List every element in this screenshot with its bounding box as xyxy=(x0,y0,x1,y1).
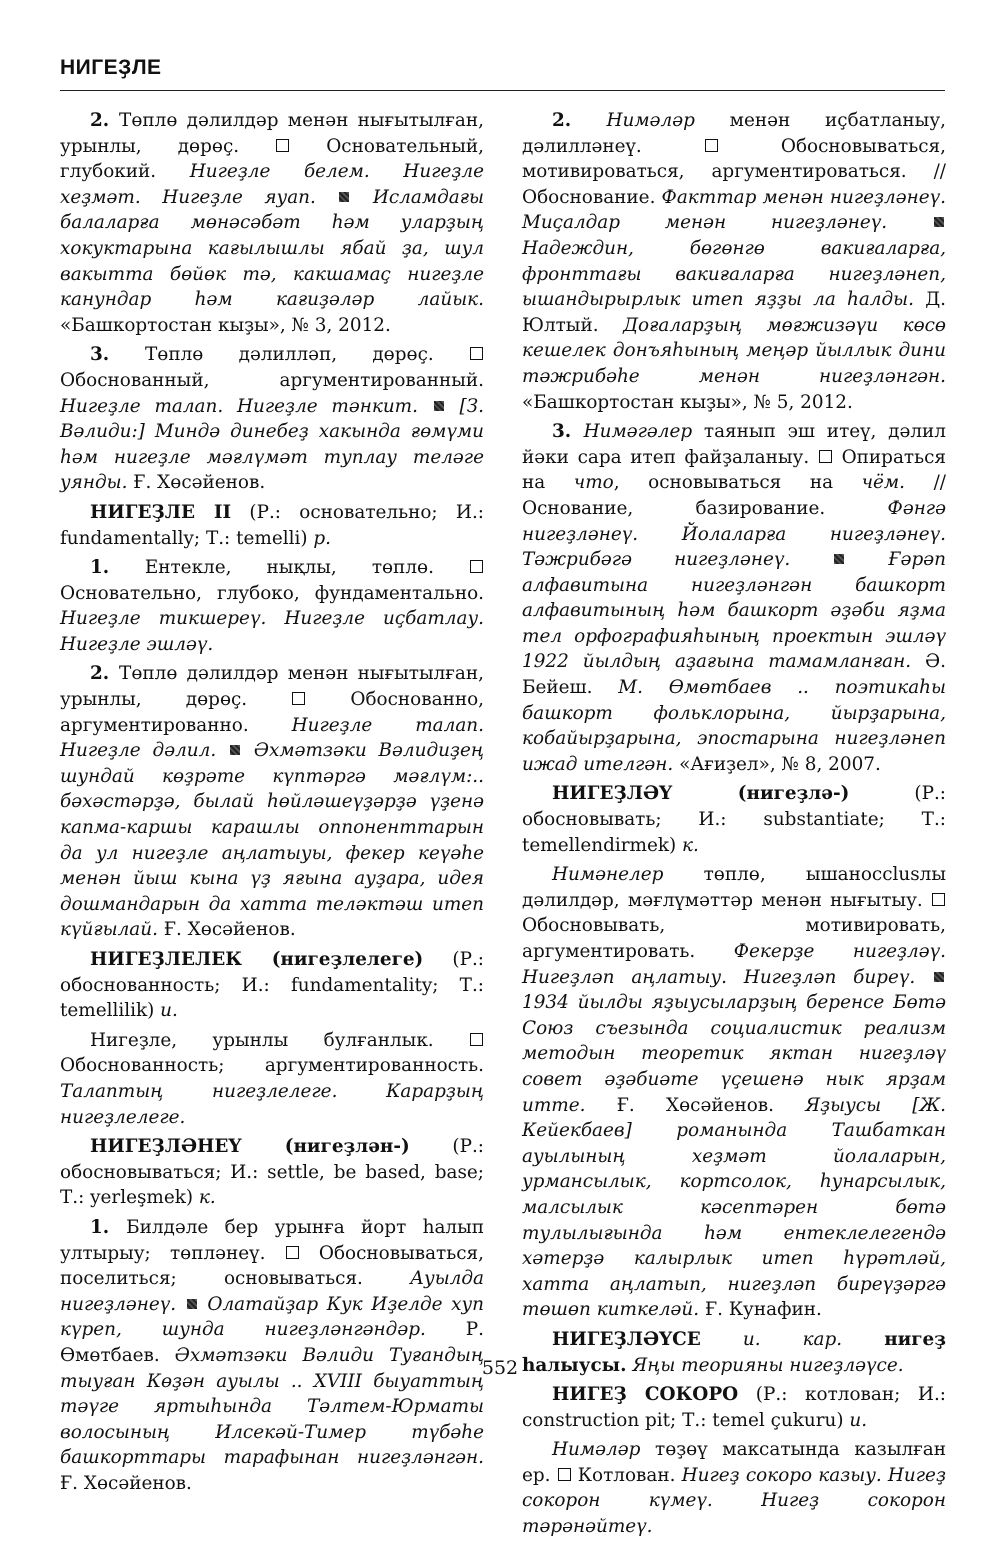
entry-text: Обоснованный, аргументированный. xyxy=(60,369,484,391)
entry-text xyxy=(216,740,228,761)
example-square-icon xyxy=(434,401,444,411)
headword: НИГЕҘЛӘНЕҮ (нигеҙлән-) xyxy=(90,1136,410,1158)
sense-number: 1. xyxy=(90,1216,127,1238)
entry-text: (Р.: обосновываться; И.: settle, be based, base; Т.: yerleşmek) xyxy=(60,1136,484,1209)
translation-box-icon xyxy=(470,347,483,360)
italic-text: Надеждин, бөгөнгө вакиғаларға, фронттағы вакиғаларға нигеҙләнеп, ышандырырлык итеп яҙҙы ла һалды. xyxy=(522,237,946,311)
dictionary-entry-paragraph xyxy=(60,947,484,1024)
example-square-icon xyxy=(187,1299,197,1309)
italic-text: Исламдағы балаларға мөнәсәбәт һәм уларҙың хокуктарына кағылышлы ябай ҙа, шул вакытта бөйөк тә, какшамаҫ нигеҙле канундар һәм кағиҙәләр лайык. xyxy=(60,186,484,311)
entry-text: Котлован. xyxy=(571,1464,682,1486)
dictionary-entry-paragraph xyxy=(60,500,484,551)
entry-text: төплө, ышанocclusлы дәлилдәр, мәғлүмәттәр менән нығытыу. xyxy=(522,864,946,911)
italic-text: Фекерҙе нигеҙләү. Нигеҙләп аңлатыу. Нигеҙләп биреү. xyxy=(522,941,946,988)
example-square-icon xyxy=(934,217,944,227)
header-rule xyxy=(60,90,945,91)
italic-text: р. xyxy=(313,527,331,549)
entry-text xyxy=(790,549,832,570)
translation-box-icon xyxy=(292,692,305,705)
italic-text: Әхмәтзәки Вәлидиҙең шундай көҙрәте күптәргә мәғлүм:.. бәхәстәрҙә, былай һөйләшеүҙәрҙә үҙенә капма-каршы карашлы оппоненттарын да ул нигеҙле аңлатыуы, фекер кеүәһе менән йыш кына үҙ яғына ауҙара, идея дошмандарын да хатта теләктәш итеп күйғылай. xyxy=(60,740,484,941)
italic-text: Нимәләр xyxy=(606,110,695,131)
header-title: НИГЕҘЛЕ xyxy=(60,56,162,79)
dictionary-entry-paragraph xyxy=(522,1437,946,1539)
dictionary-entry-paragraph xyxy=(522,781,946,858)
dictionary-entry-paragraph xyxy=(60,342,484,496)
italic-text: 1934 йылды яҙыусыларҙың беренсе Бөтә Союз съезында социалистик реализм методын теоретик яктан нигеҙләү совет әҙәбиәте үҫешенә нык ярҙам итте. xyxy=(522,992,946,1116)
italic-text: Фәнгә нигеҙләнеү. Йолаларға нигеҙләнеү. Тәжрибәгә нигеҙләнеү. xyxy=(522,497,946,571)
entry-text: Опираться на xyxy=(522,446,946,494)
italic-text: Нигеҙле белем. Нигеҙле хеҙмәт. Нигеҙле яуап. xyxy=(60,161,484,208)
headword: НИГЕҘ СОКОРО xyxy=(552,1384,739,1406)
entry-text: Төплө дәлилләп, дөрөҫ. xyxy=(145,344,469,366)
italic-text: к. xyxy=(198,1187,216,1209)
italic-text: к. xyxy=(682,834,699,856)
example-square-icon xyxy=(834,554,844,564)
dictionary-entry-paragraph xyxy=(60,1028,484,1130)
entry-text: Обоснованно, аргументированно. xyxy=(60,689,484,736)
right-column xyxy=(522,108,946,1544)
entry-text: Ә. Бейеш. xyxy=(522,651,946,699)
translation-box-icon xyxy=(819,450,832,463)
dictionary-entry-paragraph xyxy=(522,1382,946,1433)
italic-text: Нимәнелер xyxy=(552,864,664,886)
entry-text xyxy=(887,212,932,233)
sense-number: 3. xyxy=(90,344,146,366)
entry-text: Ентекле, нықлы, төплө. xyxy=(144,557,469,579)
italic-text: что xyxy=(573,472,614,494)
entry-text: төҙөү максатында казылған ер. xyxy=(522,1439,946,1486)
entry-text: Ғ. Хөсәйенов. xyxy=(157,919,296,941)
dictionary-entry-paragraph xyxy=(522,108,946,415)
italic-text: [З. Вәлиди:] Миндә динебеҙ хакында ғөмүми һәм нигеҙле мәғлүмәт туплау теләге уянды. xyxy=(60,395,484,494)
entry-text: Ғ. Хөсәйенов. xyxy=(585,1094,806,1116)
sense-number: 2. xyxy=(90,110,120,131)
entry-text xyxy=(418,396,432,417)
entry-text: «Башкортостан кыҙы», № 3, 2012. xyxy=(60,314,391,336)
headword: НИГЕҘЛӘҮ (нигеҙлә-) xyxy=(552,783,850,805)
italic-text: Олатайҙар Кук Иҙелде хуп күреп, шунда нигеҙләнгәндәр. xyxy=(60,1293,484,1341)
italic-text: Ғәрәп алфавитына нигеҙләнгән башкорт алфавитының һәм башкорт әҙәби яҙма тел орфографияһының проектын эшләү 1922 йылдың аҙағына тамамланған. xyxy=(522,549,946,673)
dictionary-entry-paragraph xyxy=(522,862,946,1323)
dictionary-entry-paragraph xyxy=(60,661,484,943)
italic-text: Нимәгәлер xyxy=(583,421,693,443)
entry-text: (Р.: котлован; И.: construction pit; Т.: temel çukuru) xyxy=(522,1384,946,1431)
left-column xyxy=(60,108,484,1500)
entry-text: «Башкортостан кыҙы», № 5, 2012. xyxy=(522,391,853,413)
entry-text: Билдәле бер урынға йорт һалып ултырыу; төпләнеү. xyxy=(60,1216,484,1264)
entry-text xyxy=(915,967,932,988)
sense-number: 2. xyxy=(90,663,120,685)
entry-text xyxy=(701,1329,743,1350)
italic-text: Нигеҙле талап. Нигеҙле дәлил. xyxy=(60,714,484,762)
italic-text: М. Өмөтбаев .. поэтикаһы башкорт фольклорына, йырҙарына, кобайырҙарына, эпостарына нигеҙләнеп ижад ителгән. xyxy=(522,677,946,775)
translation-box-icon xyxy=(470,560,483,573)
entry-text: Обоснованность; аргументированность. xyxy=(60,1055,484,1077)
italic-text: Яҙыусы [Ж. Кейекбаев] романында Ташбаткан ауылының хеҙмәт йолаларын, урмансылык, кортсолок, һунарсылык, малсылык кәсептәрен бөтә тулылығында һәм ентеклелегендә хәтерҙә калырлык итеп һүрәтләй, хатта аңлатып, нигеҙләп биреүҙәргә төшөп киткеләй. xyxy=(522,1094,946,1321)
italic-text: Яңы теорияны нигеҙләүсе. xyxy=(632,1354,904,1376)
dictionary-entry-paragraph xyxy=(60,1215,484,1497)
translation-box-icon xyxy=(276,139,289,152)
dictionary-entry-paragraph xyxy=(60,108,484,338)
entry-text: Обосновывать, мотивировать, аргументировать. xyxy=(522,915,946,962)
sense-number: 2. xyxy=(552,110,607,131)
headword: НИГЕҘЛЕ II xyxy=(90,501,232,523)
sense-number: 3. xyxy=(552,421,584,443)
headword: НИГЕҘЛЕЛЕК (нигеҙлелеге) xyxy=(90,949,424,970)
entry-text xyxy=(842,1329,884,1350)
entry-text: (Р.: обоснованность; И.: fundamentality; Т.: temellilik) xyxy=(60,949,484,1022)
entry-text: // Основание, базирование. xyxy=(522,472,946,519)
entry-text: Р. Өмөтбаев. xyxy=(60,1319,484,1366)
entry-text: Основательно, глубоко, фундаментально. xyxy=(60,582,484,604)
entry-text: Основательный, глубокий. xyxy=(60,135,485,183)
italic-text: Нигеҙ сокоро казыу. Нигеҙ сокорон күмеү. Нигеҙ сокорон тәрәнәйтеү. xyxy=(522,1464,946,1538)
italic-text: Талаптың нигеҙлелеге. Карарҙың нигеҙлелеге. xyxy=(60,1080,484,1128)
italic-text: Ауылда нигеҙләнеү. xyxy=(60,1268,484,1315)
entry-text: Ғ. Кунафин. xyxy=(699,1299,822,1321)
entry-text: Ғ. Хөсәйенов. xyxy=(60,1472,192,1494)
italic-text: Нигеҙле тикшереү. Нигеҙле иҫбатлау. Нигеҙле эшләү. xyxy=(60,608,484,655)
italic-text: Нимәләр xyxy=(552,1439,641,1461)
entry-text: Д. Юлтый. xyxy=(522,289,946,336)
page-number: 552 xyxy=(481,1357,519,1379)
sense-number: 1. xyxy=(90,557,145,579)
entry-text: Ғ. Хөсәйенов. xyxy=(127,472,266,494)
entry-text: (Р.: основательно; И.: fundamentally; Т.: temelli) xyxy=(60,501,484,549)
dictionary-entry-paragraph xyxy=(60,1134,484,1211)
entry-text: , основываться на xyxy=(613,472,862,494)
translation-box-icon xyxy=(286,1246,299,1259)
headword: НИГЕҘЛӘҮСЕ xyxy=(552,1328,701,1350)
headword: нигеҙ һалыусы. xyxy=(522,1328,946,1376)
entry-text: «Ағиҙел», № 8, 2007. xyxy=(673,753,881,775)
dictionary-entry-paragraph xyxy=(60,555,484,657)
translation-box-icon xyxy=(932,893,945,906)
italic-text: и. кар. xyxy=(742,1328,843,1350)
translation-box-icon xyxy=(705,139,718,152)
example-square-icon xyxy=(934,972,944,982)
italic-text: Факттар менән нигеҙләнеү. Миҫалдар менән нигеҙләнеү. xyxy=(522,186,946,234)
example-square-icon xyxy=(230,745,240,755)
entry-text: (Р.: обосновывать; И.: substantiate; Т.: temellendirmek) xyxy=(522,783,946,856)
translation-box-icon xyxy=(558,1468,571,1481)
entry-text: Төплө дәлилдәр менән нығытылған, урынлы, дөрөҫ. xyxy=(60,110,484,157)
dictionary-entry-paragraph xyxy=(522,419,946,777)
italic-text: Нигеҙле талап. Нигеҙле тәнкит. xyxy=(60,395,418,417)
italic-text: Әхмәтзәки Вәлиди Туғандың тыуған Көҙән ауылы .. XVIII быуаттың тәүге яртыһында Тәлтем-Юрматы волосының Илсекәй-Тимер түбәһе башкорттары тарафынан нигеҙләнгән. xyxy=(60,1344,484,1469)
italic-text: и. xyxy=(849,1409,868,1431)
italic-text: чём. xyxy=(861,472,906,494)
translation-box-icon xyxy=(470,1033,483,1046)
entry-text: Обосновываться, поселиться; основываться. xyxy=(60,1242,484,1290)
entry-text: Төплө дәлилдәр менән нығытылған, урынлы, дөрөҫ. xyxy=(60,663,484,711)
entry-text: менән иҫбатланыу, дәлилләнеү. xyxy=(522,110,946,157)
italic-text: и. xyxy=(160,1000,178,1022)
entry-text: Нигеҙле, урынлы булғанлык. xyxy=(90,1029,469,1051)
entry-text: Обосновываться, мотивироваться, аргументироваться. // Обоснование. xyxy=(522,135,946,208)
running-header xyxy=(60,56,945,80)
entry-text: таянып эш итеү, дәлил йәки сара итеп файҙаланыу. xyxy=(522,421,946,468)
entry-text xyxy=(176,1294,185,1315)
entry-text xyxy=(316,187,338,208)
example-square-icon xyxy=(339,192,349,202)
italic-text: Доғаларҙың мөғжизәүи көсө кешелек донъяһының меңәр йыллык дини тәжрибәһе менән нигеҙләнгән. xyxy=(522,314,947,387)
